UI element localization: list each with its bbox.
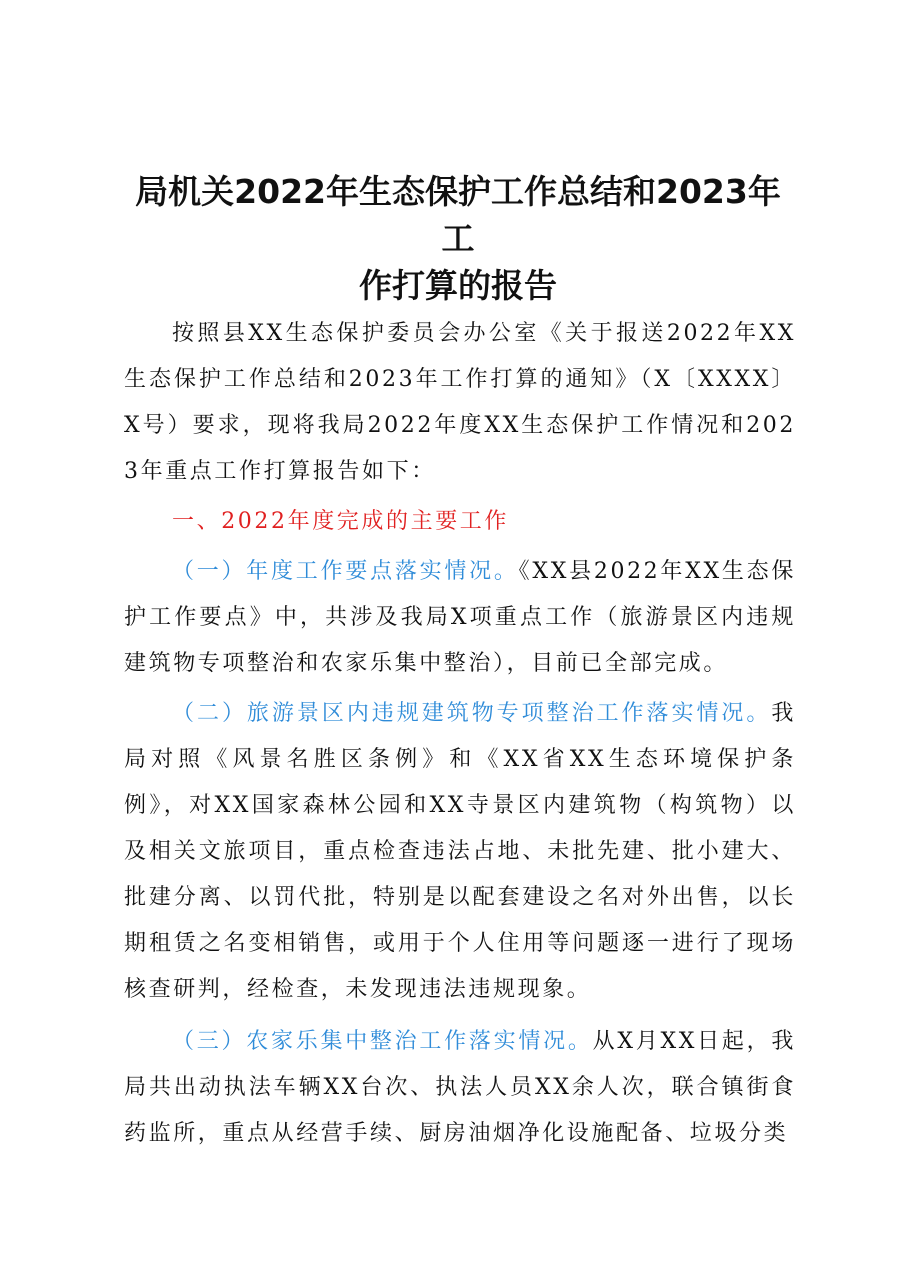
item-1-paragraph: [124, 549, 796, 687]
title-line-2: 作打算的报告: [359, 266, 557, 305]
section-heading-1: 一、2022年度完成的主要工作: [172, 509, 509, 534]
item-2-paragraph: [124, 691, 796, 1013]
item-1-heading: （一）年度工作要点落实情况。: [172, 559, 519, 584]
item-2-text: 我局对照《风景名胜区条例》和《XX省XX生态环境保护条例》，对XX国家森林公园和XX寺景区内建筑物（构筑物）以及相关文旅项目，重点检查违法占地、未批先建、批小建大、批建分离、以罚代批，特别是以配套建设之名对外出售，以长期租赁之名变相销售，或用于个人住用等问题逐一进行了现场核查研判，经检查，未发现违法违规现象。: [124, 701, 796, 1002]
intro-paragraph: 按照县XX生态保护委员会办公室《关于报送2022年XX生态保护工作总结和2023年工作打算的通知》（X〔XXXX〕X号）要求，现将我局2022年度XX生态保护工作情况和2023年重点工作打算报告如下：: [124, 321, 796, 484]
title-line-1: 局机关2022年生态保护工作总结和2023年工: [135, 172, 781, 258]
item-3-heading: （三）农家乐集中整治工作落实情况。: [172, 1029, 593, 1054]
item-2-heading: （二）旅游景区内违规建筑物专项整治工作落实情况。: [172, 701, 772, 726]
item-1-text: 《XX县2022年XX生态保护工作要点》中，共涉及我局X项重点工作（旅游景区内违规建筑物专项整治和农家乐集中整治），目前已全部完成。: [124, 559, 796, 676]
document-title: [120, 168, 796, 309]
item-3-text: 从X月XX日起，我局共出动执法车辆XX台次、执法人员XX余人次，联合镇街食药监所，重点从经营手续、厨房油烟净化设施配备、垃圾分类: [124, 1029, 797, 1146]
item-3-paragraph: [124, 1019, 796, 1157]
document-body: [124, 311, 796, 1157]
